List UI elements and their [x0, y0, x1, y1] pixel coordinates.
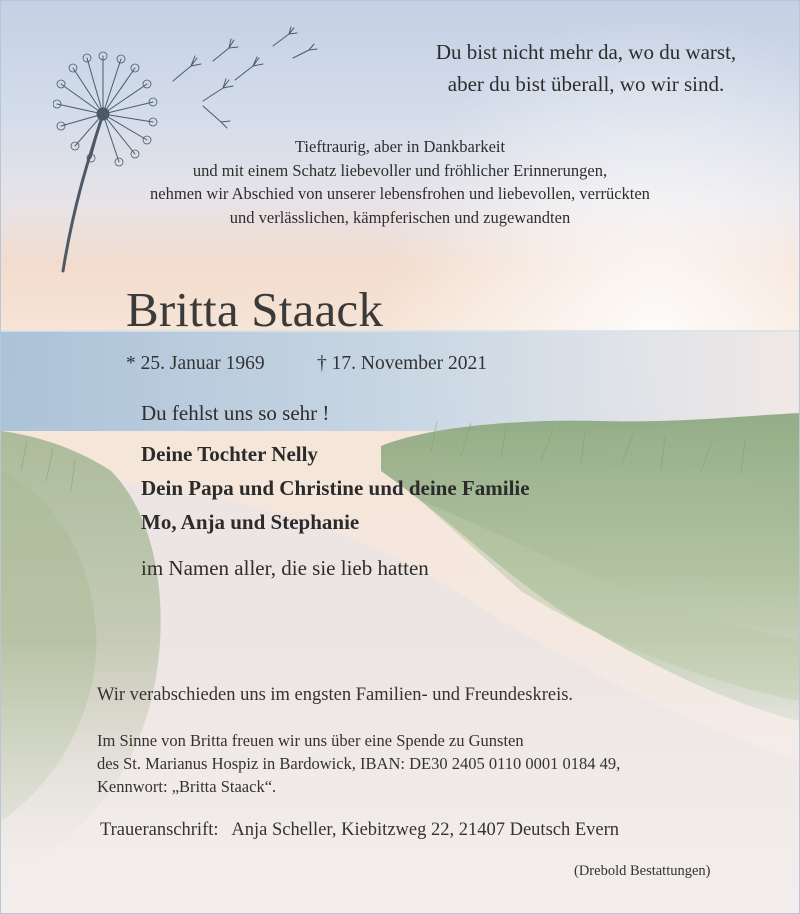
intro-line-4: und verlässlichen, kämpferischen und zugewandten [229, 207, 571, 227]
intro-line-3: nehmen wir Abschied von unserer lebensfrohen und liebevollen, verrückten [150, 184, 650, 203]
on-behalf-line: im Namen aller, die sie lieb hatten [141, 556, 429, 580]
address-label: Traueranschrift: [100, 820, 219, 840]
missing-message: Du fehlst uns so sehr ! [141, 401, 330, 425]
donation-line-2: des St. Marianus Hospiz in Bardowick, IBAN: DE30 2405 0110 0001 0184 49, [97, 754, 621, 773]
mourner-line: Deine Tochter Nelly [141, 442, 318, 466]
intro-line-2: und mit einem Schatz liebevoller und fröhlicher Erinnerungen, [192, 160, 608, 180]
mourner-line: Dein Papa und Christine und deine Familie [141, 476, 530, 500]
motto-line-2: aber du bist überall, wo wir sind. [447, 72, 725, 96]
deceased-name: Britta Staack [126, 282, 384, 337]
mourner-line: Mo, Anja und Stephanie [141, 510, 360, 534]
intro-line-1: Tieftraurig, aber in Dankbarkeit [294, 137, 506, 156]
birth-date: * 25. Januar 1969 [126, 353, 265, 374]
undertaker-credit: (Drebold Bestattungen) [574, 863, 711, 879]
mourning-address [100, 820, 619, 841]
death-date: † 17. November 2021 [317, 353, 488, 374]
donation-line-1: Im Sinne von Britta freuen wir uns über eine Spende zu Gunsten [97, 731, 524, 750]
donation-line-3: Kennwort: „Britta Staack“. [97, 777, 277, 796]
farewell-note: Wir verabschieden uns im engsten Familien- und Freundeskreis. [97, 685, 574, 705]
address-value: Anja Scheller, Kiebitzweg 22, 21407 Deutsch Evern [231, 820, 620, 840]
motto-line-1: Du bist nicht mehr da, wo du warst, [435, 40, 737, 64]
